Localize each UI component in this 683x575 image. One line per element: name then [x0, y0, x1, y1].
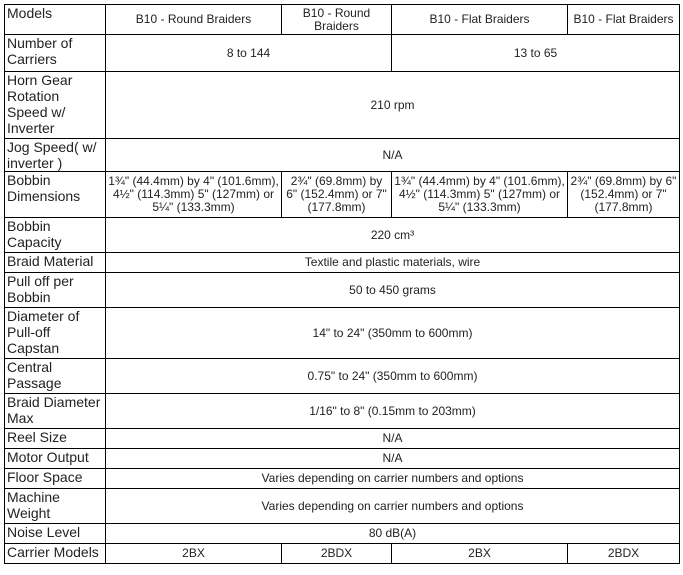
row-label-pull-off: Pull off per Bobbin	[5, 273, 106, 308]
row-label-reel-size: Reel Size	[5, 429, 106, 449]
header-b10-flat-1: B10 - Flat Braiders	[392, 5, 568, 35]
carrier-models-c3: 2BX	[392, 544, 568, 564]
row-label-central-passage: Central Passage	[5, 359, 106, 394]
row-label-carrier-models: Carrier Models	[5, 544, 106, 564]
carriers-round-value: 8 to 144	[106, 35, 392, 72]
row-label-carriers: Number of Carriers	[5, 35, 106, 72]
bobbin-dimensions-c2: 2¾" (69.8mm) by 6" (152.4mm) or 7" (177.8mm)	[282, 172, 392, 218]
table-row	[5, 72, 680, 139]
table-row	[5, 218, 680, 253]
reel-size-value: N/A	[106, 429, 680, 449]
table-row	[5, 273, 680, 308]
table-row	[5, 449, 680, 469]
table-row	[5, 172, 680, 218]
table-row	[5, 139, 680, 172]
header-b10-flat-2: B10 - Flat Braiders	[568, 5, 680, 35]
table-row	[5, 489, 680, 524]
bobbin-dimensions-c4: 2¾" (69.8mm) by 6" (152.4mm) or 7" (177.8mm)	[568, 172, 680, 218]
table-row	[5, 359, 680, 394]
row-label-floor-space: Floor Space	[5, 469, 106, 489]
row-label-bobbin-dimensions: Bobbin Dimensions	[5, 172, 106, 218]
table-row	[5, 253, 680, 273]
header-models: Models	[5, 5, 106, 35]
table-row	[5, 524, 680, 544]
braid-material-value: Textile and plastic materials, wire	[106, 253, 680, 273]
noise-level-value: 80 dB(A)	[106, 524, 680, 544]
table-row	[5, 35, 680, 72]
bobbin-dimensions-c1: 1¾" (44.4mm) by 4" (101.6mm), 4½" (114.3mm) 5" (127mm) or 5¼" (133.3mm)	[106, 172, 282, 218]
row-label-braid-material: Braid Material	[5, 253, 106, 273]
bobbin-capacity-value: 220 cm³	[106, 218, 680, 253]
pull-off-value: 50 to 450 grams	[106, 273, 680, 308]
carrier-models-c1: 2BX	[106, 544, 282, 564]
header-b10-round-1: B10 - Round Braiders	[106, 5, 282, 35]
bobbin-dimensions-c3: 1¾" (44.4mm) by 4" (101.6mm), 4½" (114.3mm) 5" (127mm) or 5¼" (133.3mm)	[392, 172, 568, 218]
table-row	[5, 469, 680, 489]
specifications-table	[4, 4, 680, 564]
row-label-capstan: Diameter of Pull-off Capstan	[5, 308, 106, 359]
braid-diameter-value: 1/16" to 8" (0.15mm to 203mm)	[106, 394, 680, 429]
row-label-bobbin-capacity: Bobbin Capacity	[5, 218, 106, 253]
row-label-noise-level: Noise Level	[5, 524, 106, 544]
table-row	[5, 394, 680, 429]
table-row	[5, 544, 680, 564]
row-label-braid-diameter: Braid Diameter Max	[5, 394, 106, 429]
carriers-flat-value: 13 to 65	[392, 35, 680, 72]
machine-weight-value: Varies depending on carrier numbers and options	[106, 489, 680, 524]
table-row	[5, 429, 680, 449]
row-label-horn-gear: Horn Gear Rotation Speed w/ Inverter	[5, 72, 106, 139]
header-b10-round-2: B10 - Round Braiders	[282, 5, 392, 35]
row-label-motor-output: Motor Output	[5, 449, 106, 469]
motor-output-value: N/A	[106, 449, 680, 469]
row-label-jog-speed: Jog Speed( w/ inverter )	[5, 139, 106, 172]
carrier-models-c4: 2BDX	[568, 544, 680, 564]
carrier-models-c2: 2BDX	[282, 544, 392, 564]
horn-gear-value: 210 rpm	[106, 72, 680, 139]
central-passage-value: 0.75" to 24" (350mm to 600mm)	[106, 359, 680, 394]
table-row	[5, 308, 680, 359]
capstan-value: 14" to 24" (350mm to 600mm)	[106, 308, 680, 359]
table-row	[5, 5, 680, 35]
floor-space-value: Varies depending on carrier numbers and options	[106, 469, 680, 489]
jog-speed-value: N/A	[106, 139, 680, 172]
row-label-machine-weight: Machine Weight	[5, 489, 106, 524]
